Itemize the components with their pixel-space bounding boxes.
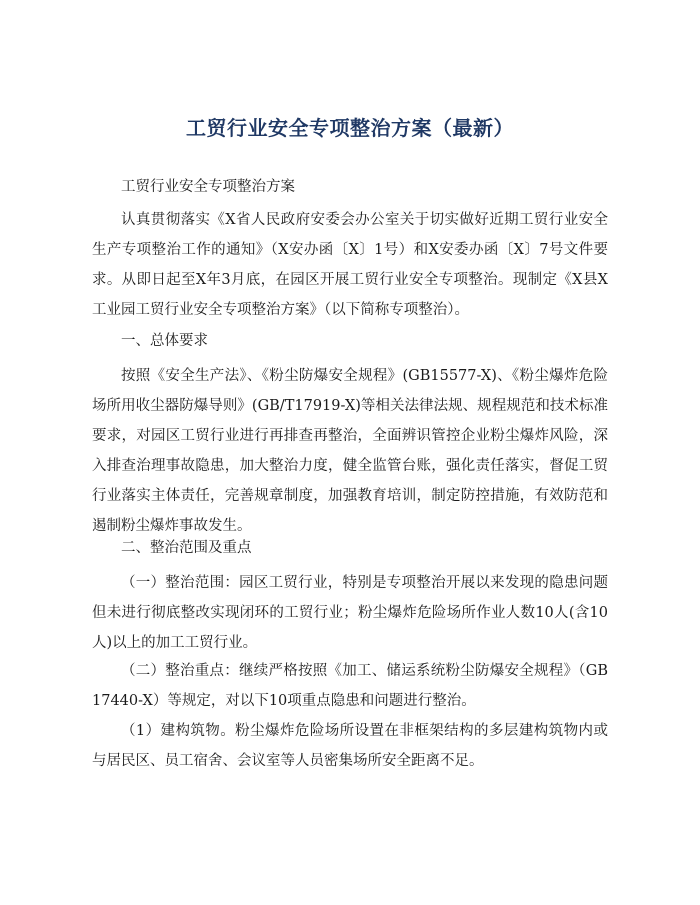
paragraph-intro: 认真贯彻落实《X省人民政府安委会办公室关于切实做好近期工贸行业安全生产专项整治工作的通知》（X安办函〔X〕1号）和X安委办函〔X〕7号文件要求。从即日起至X年3月底，在园区开展工贸行业安全专项整治。现制定《X县X工业园工贸行业安全专项整治方案》（以下简称专项整治）。 [92,212,608,318]
heading-general-requirements: 一、总体要求 [121,333,208,349]
paragraph-item-1: （1）建构筑物。粉尘爆炸危险场所设置在非框架结构的多层建构筑物内或与居民区、员工宿舍、会议室等人员密集场所安全距离不足。 [92,723,608,769]
paragraph-general-requirements: 按照《安全生产法》、《粉尘防爆安全规程》(GB15577-X)、《粉尘爆炸危险场所用收尘器防爆导则》(GB/T17919-X)等相关法律法规、规程规范和技术标准要求，对园区工贸行业进行再排查再整治，全面辨识管控企业粉尘爆炸风险，深入排查治理事故隐患，加大整治力度，健全监管台账，强化责任落实，督促工贸行业落实主体责任，完善规章制度，加强教育培训，制定防控措施，有效防范和遏制粉尘爆炸事故发生。 [92,368,608,534]
paragraph-focus: （二）整治重点：继续严格按照《加工、储运系统粉尘防爆安全规程》（GB17440-X）等规定，对以下10项重点隐患和问题进行整治。 [92,663,608,709]
document-title: 工贸行业安全专项整治方案（最新） [186,116,514,140]
heading-scope-and-focus: 二、整治范围及重点 [121,540,252,556]
paragraph-subtitle: 工贸行业安全专项整治方案 [121,179,295,195]
paragraph-scope: （一）整治范围：园区工贸行业，特别是专项整治开展以来发现的隐患问题但未进行彻底整改实现闭环的工贸行业；粉尘爆炸危险场所作业人数10人(含10人)以上的加工工贸行业。 [92,575,608,651]
